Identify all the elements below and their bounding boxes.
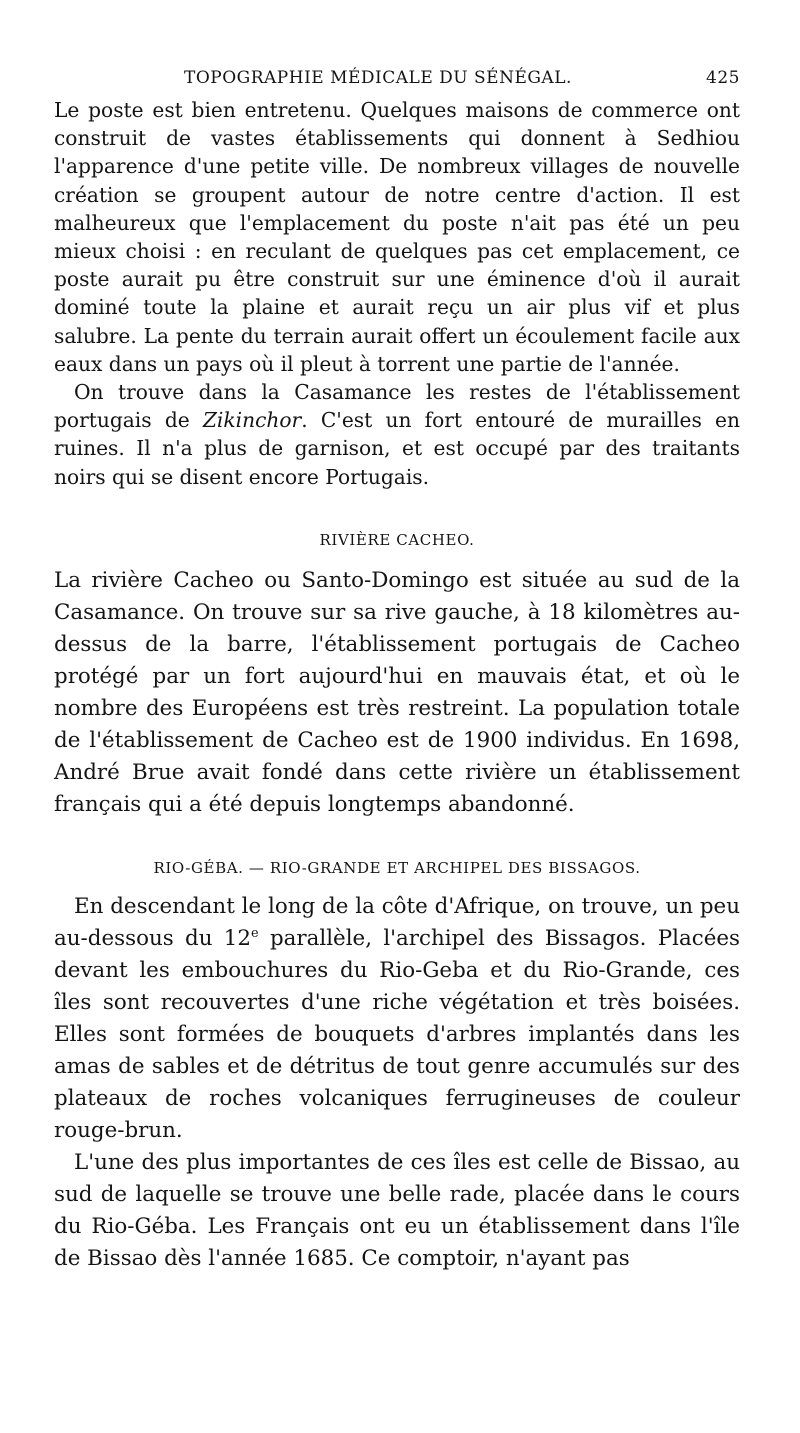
paragraph-cacheo: La rivière Cacheo ou Santo-Domingo est située au sud de la Casamance. On trouve sur sa rive gauche, à 18 kilomètres au-dessus de la barre, l'établissement portugais de Cacheo protégé par un fort aujourd'hui en mauvais état, et où le nombre des Européens est très restreint. La population totale de l'établissement de Cacheo est de 1900 individus. En 1698, André Brue avait fondé dans cette rivière un établissement français qui a été depuis longtemps abandonné.: [54, 567, 740, 817]
paragraph-sedhiou-post: Le poste est bien entretenu. Quelques maisons de commerce ont construit de vastes établissements qui donnent à Sedhiou l'apparence d'une petite ville. De nombreux villages de nouvelle création se groupent autour de notre centre d'action. Il est malheureux que l'emplacement du poste n'ait pas été un peu mieux choisi : en reculant de quelques pas cet emplacement, ce poste aurait pu être construit sur une éminence d'où il aurait dominé toute la plaine et aurait reçu un air plus vif et plus salubre. La pente du terrain aurait offert un écoulement facile aux eaux dans un pays où il pleut à torrent une partie de l'année.: [54, 98, 740, 376]
book-page: [54, 58, 740, 1275]
section-heading-rio-geba: RIO-GÉBA. — RIO-GRANDE ET ARCHIPEL DES BISSAGOS.: [153, 858, 641, 877]
paragraph-bissagos-text-end: parallèle, l'archipel des Bissagos. Placées devant les embouchures du Rio-Geba et du Rio-Grande, ces îles sont recouvertes d'une riche végétation et très boisées. Elles sont formées de bouquets d'arbres implantés dans les amas de sables et de détritus de tout genre accumulés sur des plateaux de roches volcaniques ferrugineuses de couleur rouge-brun.: [54, 925, 740, 1143]
paragraph-zikinchor-text-end: . C'est un fort entouré de murailles en ruines. Il n'a plus de garnison, et est occupé par des traitants noirs qui se disent encore Portugais.: [54, 408, 741, 489]
running-header: [54, 58, 740, 96]
paragraph-bissagos-text-start: En descendant le long de la côte d'Afrique, on trouve, un peu au-dessous du 12: [54, 893, 740, 951]
paragraph-bissagos: [54, 891, 740, 1147]
page-number: 425: [706, 68, 740, 88]
paragraph-zikinchor: [54, 378, 740, 491]
place-name-zikinchor: Zikinchor: [202, 408, 302, 433]
section-heading-cacheo: RIVIÈRE CACHEO.: [319, 530, 475, 549]
paragraph-zikinchor-text-start: On trouve dans la Casamance les restes de l'établissement portugais de: [54, 380, 740, 433]
running-title: TOPOGRAPHIE MÉDICALE DU SÉNÉGAL.: [184, 68, 572, 88]
paragraph-bissao: L'une des plus importantes de ces îles est celle de Bissao, au sud de laquelle se trouve une belle rade, placée dans le cours du Rio-Géba. Les Français ont eu un établissement dans l'île de Bissao dès l'année 1685. Ce comptoir, n'ayant pas: [54, 1149, 740, 1271]
ordinal-superscript: e: [251, 925, 259, 941]
